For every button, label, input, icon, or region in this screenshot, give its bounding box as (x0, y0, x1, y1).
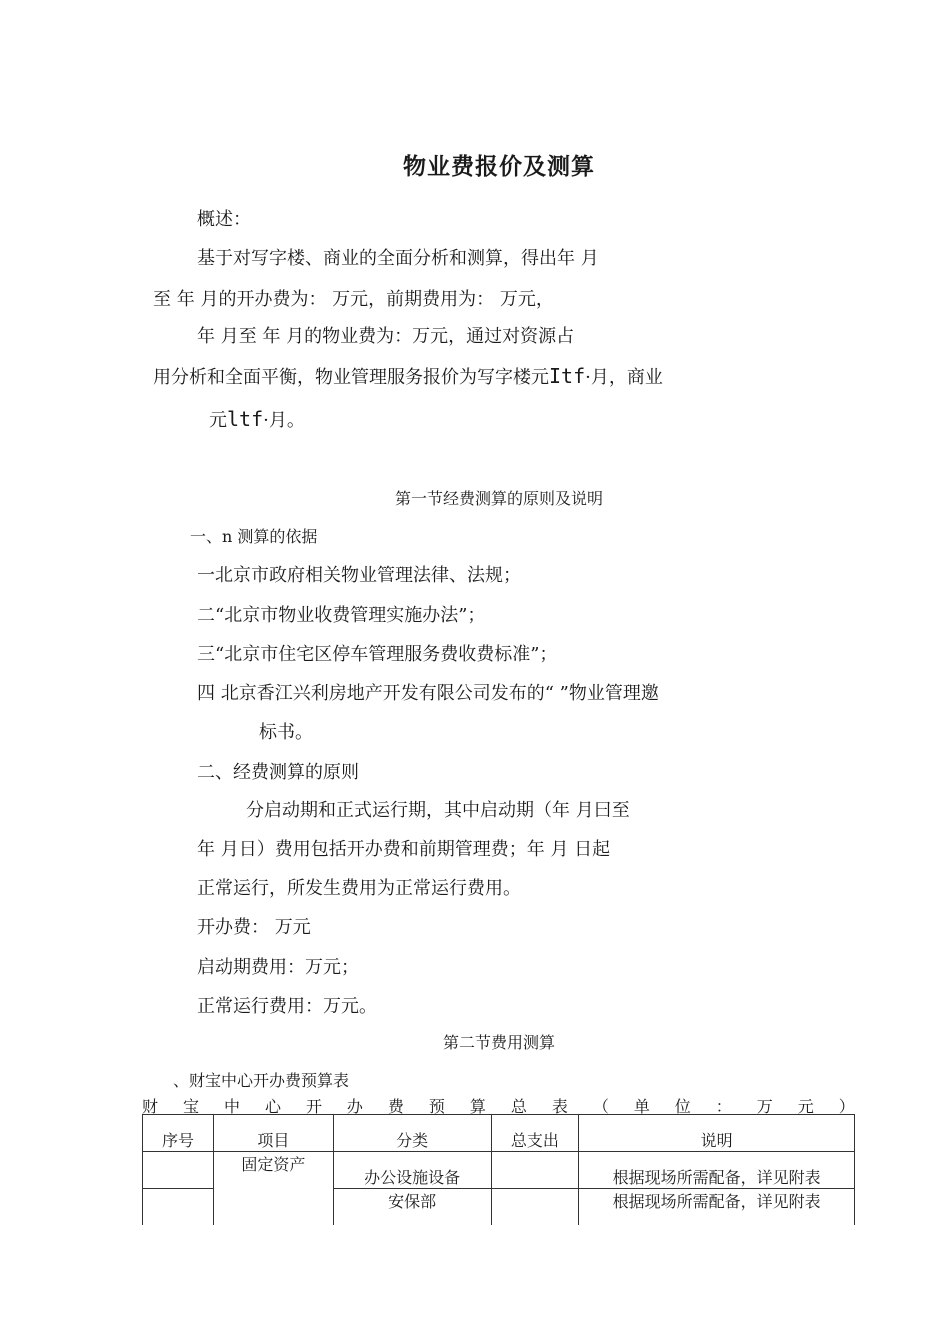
table-caption-char: 表 (551, 1097, 568, 1116)
table-caption-char: （ (592, 1097, 609, 1116)
row-item: 固定资产 (213, 1152, 333, 1226)
basis-item-4: 四 北京香江兴利房地产开发有限公司发布的“ ”物业管理邀 (197, 683, 659, 704)
row-no (143, 1152, 214, 1189)
basis-item-4-continued: 标书。 (259, 722, 313, 743)
column-header-note: 说明 (579, 1115, 855, 1152)
table-title: 、财宝中心开办费预算表 (173, 1071, 350, 1090)
overview-line-4 (153, 363, 663, 389)
row-note: 根据现场所需配备，详见附表 (579, 1189, 855, 1226)
basis-item-2: 二“北京市物业收费管理实施办法”； (197, 605, 486, 626)
overview-label: 概述： (197, 209, 251, 230)
table-caption-char: 算 (469, 1097, 486, 1116)
fee-opening: 开办费： 万元 (197, 917, 311, 938)
table-caption-char: 元 (797, 1097, 814, 1116)
overview-line-1: 基于对写字楼、商业的全面分析和测算，得出年 月 (197, 248, 599, 269)
section-2-heading: 第二节费用测算 (442, 1033, 555, 1052)
principle-line-2: 年 月日）费用包括开办费和前期管理费；年 月 日起 (197, 839, 611, 860)
table-caption-char: 中 (223, 1097, 240, 1116)
basis-item-3: 三“北京市住宅区停车管理服务费收费标准”； (197, 644, 558, 665)
principle-heading: 二、经费测算的原则 (197, 762, 359, 783)
column-header-category: 分类 (333, 1115, 491, 1152)
row-no (143, 1189, 214, 1226)
row-note: 根据现场所需配备，详见附表 (579, 1152, 855, 1189)
basis-heading: 一、n 测算的依据 (190, 527, 318, 546)
table-caption-char: 总 (510, 1097, 527, 1116)
basis-item-1: 一北京市政府相关物业管理法律、法规； (197, 565, 521, 586)
table-caption-char: 财 (142, 1097, 159, 1116)
table-row (143, 1152, 855, 1189)
fee-startup: 启动期费用：万元； (197, 957, 359, 978)
overview-line-4-text: 用分析和全面平衡，物业管理服务报价为写字楼元 (153, 367, 549, 388)
table-caption-char: ： (715, 1097, 732, 1116)
table-caption-char: 位 (674, 1097, 691, 1116)
table-caption-char: 宝 (182, 1097, 199, 1116)
fee-normal: 正常运行费用：万元。 (197, 996, 377, 1017)
column-header-no: 序号 (143, 1115, 214, 1152)
row-total (491, 1152, 579, 1189)
overview-line-5-text: 元 (209, 410, 227, 431)
principle-line-1: 分启动期和正式运行期，其中启动期（年 月曰至 (246, 800, 630, 821)
overview-line-5-suffix: ·月。 (263, 410, 305, 431)
table-caption-char: 单 (633, 1097, 650, 1116)
column-header-item: 项目 (213, 1115, 333, 1152)
budget-table (142, 1114, 855, 1225)
table-caption-char: 费 (387, 1097, 404, 1116)
section-1-heading: 第一节经费测算的原则及说明 (394, 489, 603, 508)
overview-line-4-unit: Itf (549, 364, 586, 388)
table-header-row (143, 1115, 855, 1152)
row-category: 办公设施设备 (333, 1152, 491, 1189)
table-caption-char: 办 (346, 1097, 363, 1116)
overview-line-2: 至 年 月的开办费为： 万元，前期费用为： 万元， (153, 289, 554, 310)
overview-line-4-suffix: ·月，商业 (585, 367, 663, 388)
table-caption-char: 预 (428, 1097, 445, 1116)
table-caption-char: ） (838, 1097, 855, 1116)
document-title: 物业费报价及测算 (403, 154, 595, 180)
overview-line-3: 年 月至 年 月的物业费为：万元，通过对资源占 (197, 326, 575, 347)
table-caption-char: 万 (756, 1097, 773, 1116)
column-header-total: 总支出 (491, 1115, 579, 1152)
table-caption-char: 开 (305, 1097, 322, 1116)
row-category: 安保部 (333, 1189, 491, 1226)
principle-line-3: 正常运行，所发生费用为正常运行费用。 (197, 878, 521, 899)
overview-line-5 (209, 406, 305, 432)
overview-line-5-unit: ltf (227, 407, 264, 431)
table-caption-char: 心 (264, 1097, 281, 1116)
row-total (491, 1189, 579, 1226)
